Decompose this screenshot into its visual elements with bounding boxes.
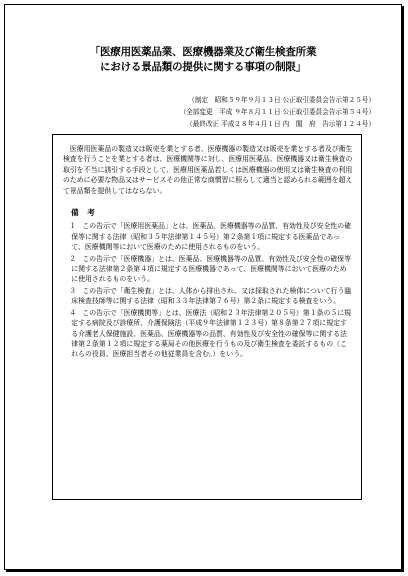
note-number: ４ (69, 308, 77, 317)
note-item-1 (63, 221, 353, 252)
note-number: １ (69, 222, 77, 231)
document-page (4, 4, 402, 570)
note-item-2 (63, 254, 353, 285)
full-revision-info: （全部変更 平成 ９年８月１１日 公正取引委員会告示第５４号） (179, 108, 375, 116)
note-number: ２ (69, 254, 77, 263)
note-text: この告示で「衛生検査」とは、人体から排出され、又は採取された検体について行う臨床検査技師等に関する法律（昭和３３年法律第７６号）第２条に規定する検査をいう。 (71, 286, 352, 306)
note-number: ３ (69, 286, 77, 295)
notes-heading: 備 考 (71, 208, 98, 218)
enactment-info: （制定 昭和５９年９月１３日 公正取引委員会告示第２５号） (188, 96, 375, 104)
preamble-paragraph: 医療用医薬品の製造又は販売を業とする者、医療機器の製造又は販売を業とする者及び衛生検査を行うことを業とする者は、医療機関等に対し、医療用医薬品、医療機器又は衛生検査の取引を不当に誘引する手段として、医療用医薬品若しくは医療機器の使用又は衛生検査の利用のために必要な物品又はサービスその他正常な商慣習に照らして適当と認められる範囲を超えて景品類を提供してはならない。 (63, 145, 353, 195)
note-item-3 (63, 286, 353, 307)
document-title-line-2: における景品類の提供に関する事項の制限」 (100, 61, 306, 73)
note-item-4 (63, 308, 353, 360)
note-text: この告示で「医療機関等」とは、医療法（昭和２３年法律第２０５号）第１条の５に規定する病院及び診療所、介護保険法（平成９年法律第１２３号）第８条第２７項に規定する介護老人保健施設、医薬品、医療機器等の品質、有効性及び安全性の確保等に関する法律第２条第１２項に規定する薬局その他医療を行うもの及び衛生検査を委託するもの（これらの役員、医療担当者その他従業員を含む。）をいう。 (71, 308, 352, 359)
notice-text-box (52, 134, 362, 500)
last-revision-info: （最終改正 平成２８年４月１日 内 閣 府 告示第１２４号） (186, 120, 375, 128)
document-title-line-1: 「医療用医薬品業、医療機器業及び衛生検査所業 (89, 46, 317, 58)
note-text: この告示で「医療用医薬品」とは、医薬品、医療機器等の品質、有効性及び安全性の確保等に関する法律（昭和３５年法律第１４５号）第２条第１項に規定する医薬品であって、医療機関等において医療のために使用されるものをいう。 (71, 222, 352, 252)
note-text: この告示で「医療機器」とは、医薬品、医療機器等の品質、有効性及び安全性の確保等に関する法律第２条第４項に規定する医療機器であって、医療機関等において医療のために使用されるものをいう。 (71, 254, 352, 284)
